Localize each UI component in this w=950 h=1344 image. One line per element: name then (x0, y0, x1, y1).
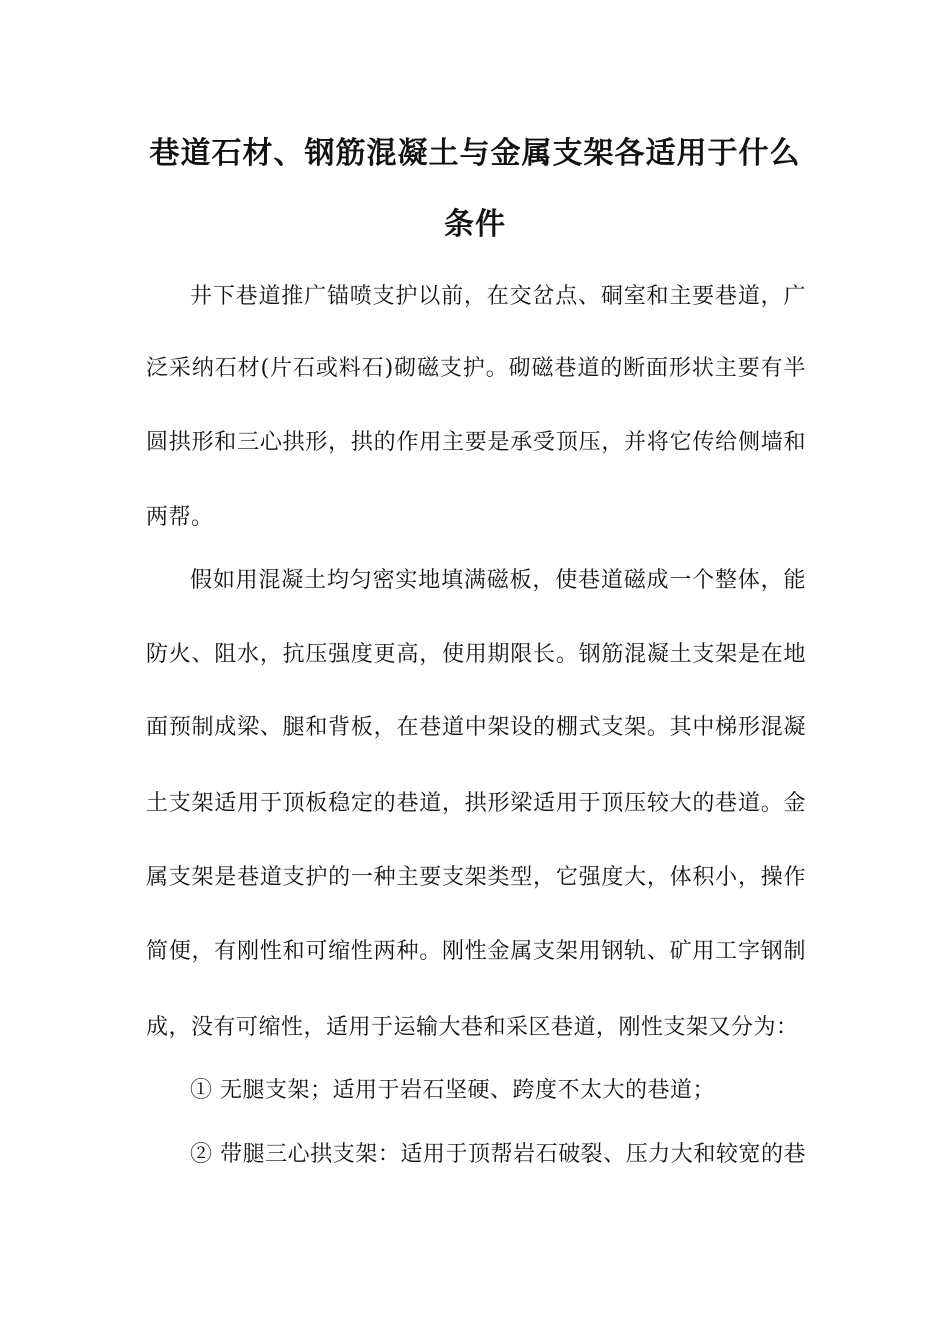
paragraph-2-line-5: 属支架是巷道支护的一种主要支架类型，它强度大，体积小，操作 (146, 865, 806, 890)
list-item-2: ② 带腿三心拱支架：适用于顶帮岩石破裂、压力大和较宽的巷 (190, 1142, 806, 1167)
paragraph-2-line-7: 成，没有可缩性，适用于运输大巷和采区巷道，刚性支架又分为： (146, 1015, 799, 1040)
list-item-1: ① 无腿支架；适用于岩石坚硬、跨度不太大的巷道； (190, 1078, 715, 1103)
paragraph-2-line-1: 假如用混凝土均匀密实地填满磁板，使巷道磁成一个整体，能 (190, 568, 806, 593)
paragraph-1-line-4: 两帮。 (146, 505, 214, 530)
document-title-line-2: 条件 (444, 207, 506, 242)
paragraph-2-line-4: 土支架适用于顶板稳定的巷道，拱形梁适用于顶压较大的巷道。金 (146, 791, 806, 816)
paragraph-2-line-6: 简便，有刚性和可缩性两种。刚性金属支架用钢轨、矿用工字钢制 (146, 939, 806, 964)
paragraph-2-line-2: 防火、阻水，抗压强度更高，使用期限长。钢筋混凝土支架是在地 (146, 642, 806, 667)
paragraph-1-line-3: 圆拱形和三心拱形，拱的作用主要是承受顶压，并将它传给侧墙和 (146, 430, 806, 455)
paragraph-1-line-2: 泛采纳石材(片石或料石)砌磁支护。砌磁巷道的断面形状主要有半 (146, 356, 806, 381)
paragraph-1-line-1: 井下巷道推广锚喷支护以前，在交岔点、硐室和主要巷道，广 (190, 284, 806, 309)
paragraph-2-line-3: 面预制成梁、腿和背板，在巷道中架设的棚式支架。其中梯形混凝 (146, 715, 806, 740)
document-title-line-1: 巷道石材、钢筋混凝土与金属支架各适用于什么 (149, 136, 801, 171)
